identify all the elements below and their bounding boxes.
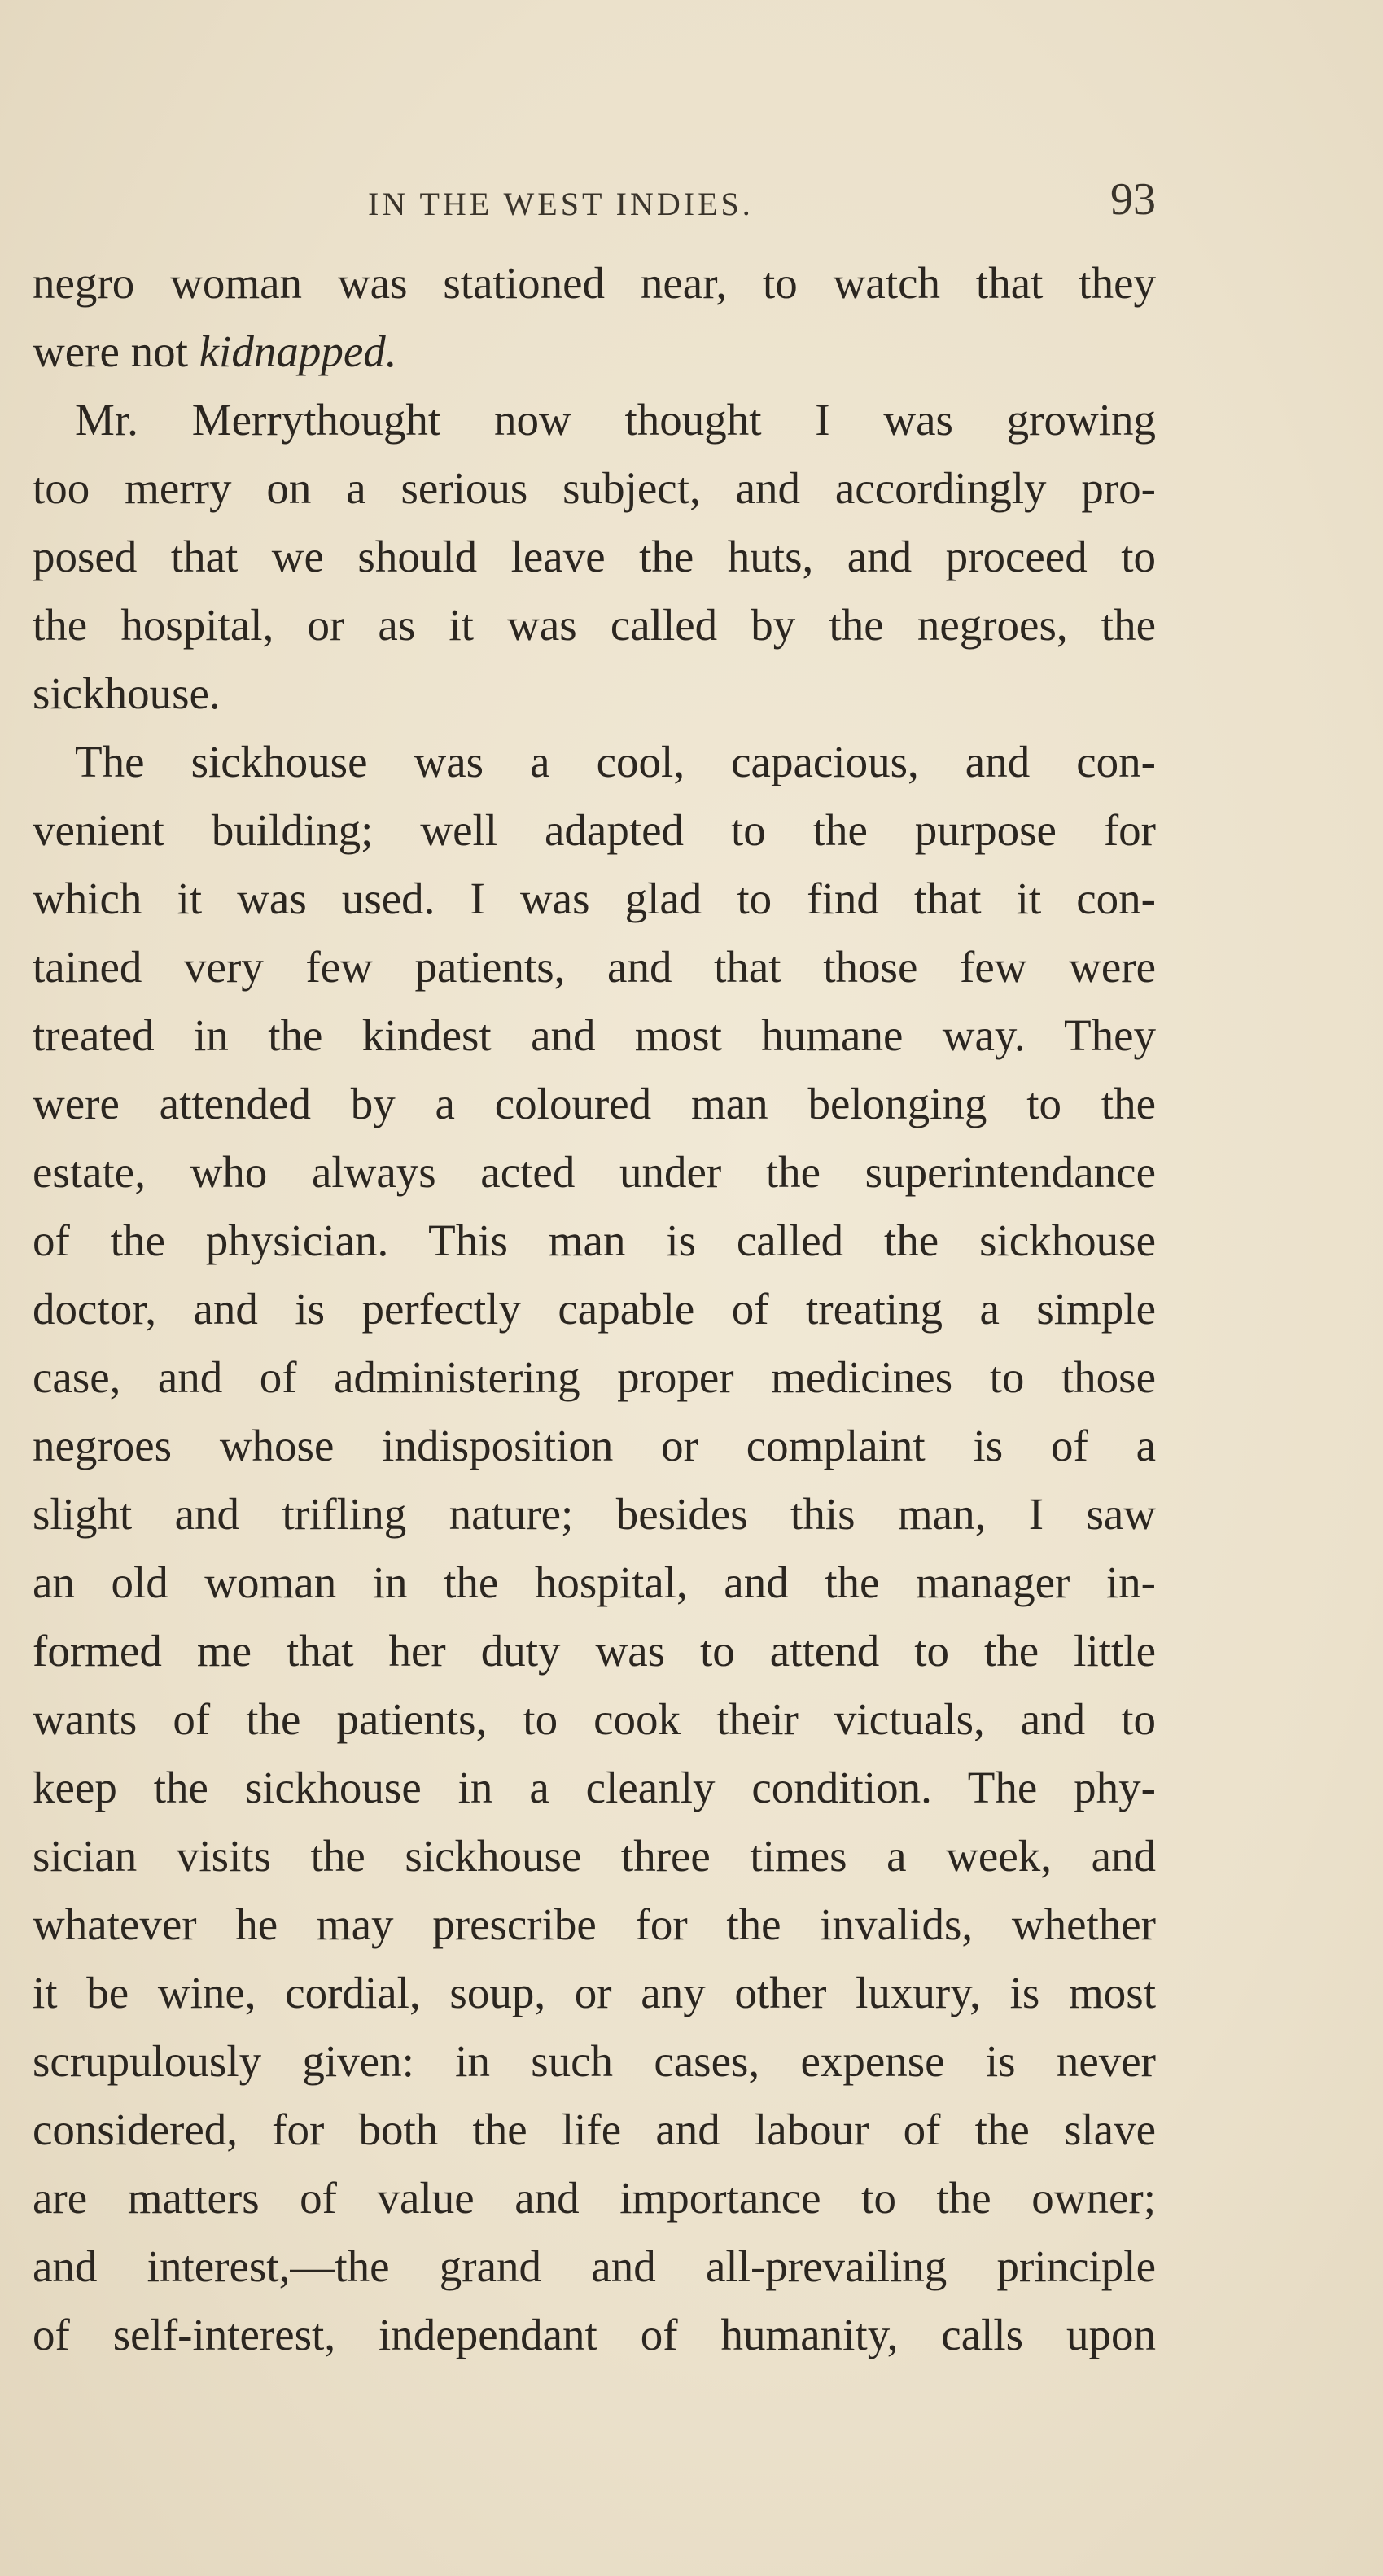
text-line: which it was used. I was glad to find that it con- — [33, 874, 1156, 923]
text-line: were attended by a coloured man belonging to the — [33, 1079, 1156, 1128]
text-line: too merry on a serious subject, and accordingly pro- — [33, 463, 1156, 513]
running-head: IN THE WEST INDIES. — [368, 186, 754, 222]
text-line: posed that we should leave the huts, and proceed to — [33, 532, 1156, 581]
text-line: and interest,—the grand and all-prevailing principle — [33, 2241, 1156, 2291]
text-line — [33, 318, 1156, 386]
text-line: the hospital, or as it was called by the negroes, the — [33, 600, 1156, 650]
text-line: negroes whose indisposition or complaint is of a — [33, 1421, 1156, 1470]
text-line: estate, who always acted under the superintendance — [33, 1147, 1156, 1197]
page-number: 93 — [1110, 174, 1156, 225]
text-line: of the physician. This man is called the sickhouse — [33, 1216, 1156, 1265]
text-line: slight and trifling nature; besides this man, I saw — [33, 1489, 1156, 1539]
text-fragment: were not — [33, 326, 188, 376]
text-line: Mr. Merrythought now thought I was growing — [75, 395, 1156, 445]
text-line: of self-interest, independant of humanity, calls upon — [33, 2310, 1156, 2359]
text-line: formed me that her duty was to attend to the little — [33, 1626, 1156, 1676]
text-line: case, and of administering proper medicines to those — [33, 1352, 1156, 1402]
text-line: negro woman was stationed near, to watch that they — [33, 258, 1156, 308]
text-line: The sickhouse was a cool, capacious, and con- — [75, 737, 1156, 786]
italic-word: kidnapped. — [199, 326, 397, 376]
text-line: it be wine, cordial, soup, or any other luxury, is most — [33, 1968, 1156, 2017]
page-header — [33, 167, 1156, 232]
text-line: doctor, and is perfectly capable of treating a simple — [33, 1284, 1156, 1334]
text-line: venient building; well adapted to the purpose for — [33, 805, 1156, 855]
text-line: an old woman in the hospital, and the manager in- — [33, 1557, 1156, 1607]
text-line: considered, for both the life and labour of the slave — [33, 2105, 1156, 2154]
text-line: keep the sickhouse in a cleanly condition. The phy- — [33, 1763, 1156, 1812]
text-line: treated in the kindest and most humane way. They — [33, 1010, 1156, 1060]
text-line: whatever he may prescribe for the invalids, whether — [33, 1899, 1156, 1949]
text-line: sickhouse. — [33, 668, 221, 718]
text-line: are matters of value and importance to the owner; — [33, 2173, 1156, 2223]
text-line: tained very few patients, and that those few were — [33, 942, 1156, 992]
text-line: scrupulously given: in such cases, expense is never — [33, 2036, 1156, 2086]
text-line: sician visits the sickhouse three times a week, and — [33, 1831, 1156, 1881]
body-text — [33, 249, 1156, 2369]
text-line: wants of the patients, to cook their victuals, and to — [33, 1694, 1156, 1744]
